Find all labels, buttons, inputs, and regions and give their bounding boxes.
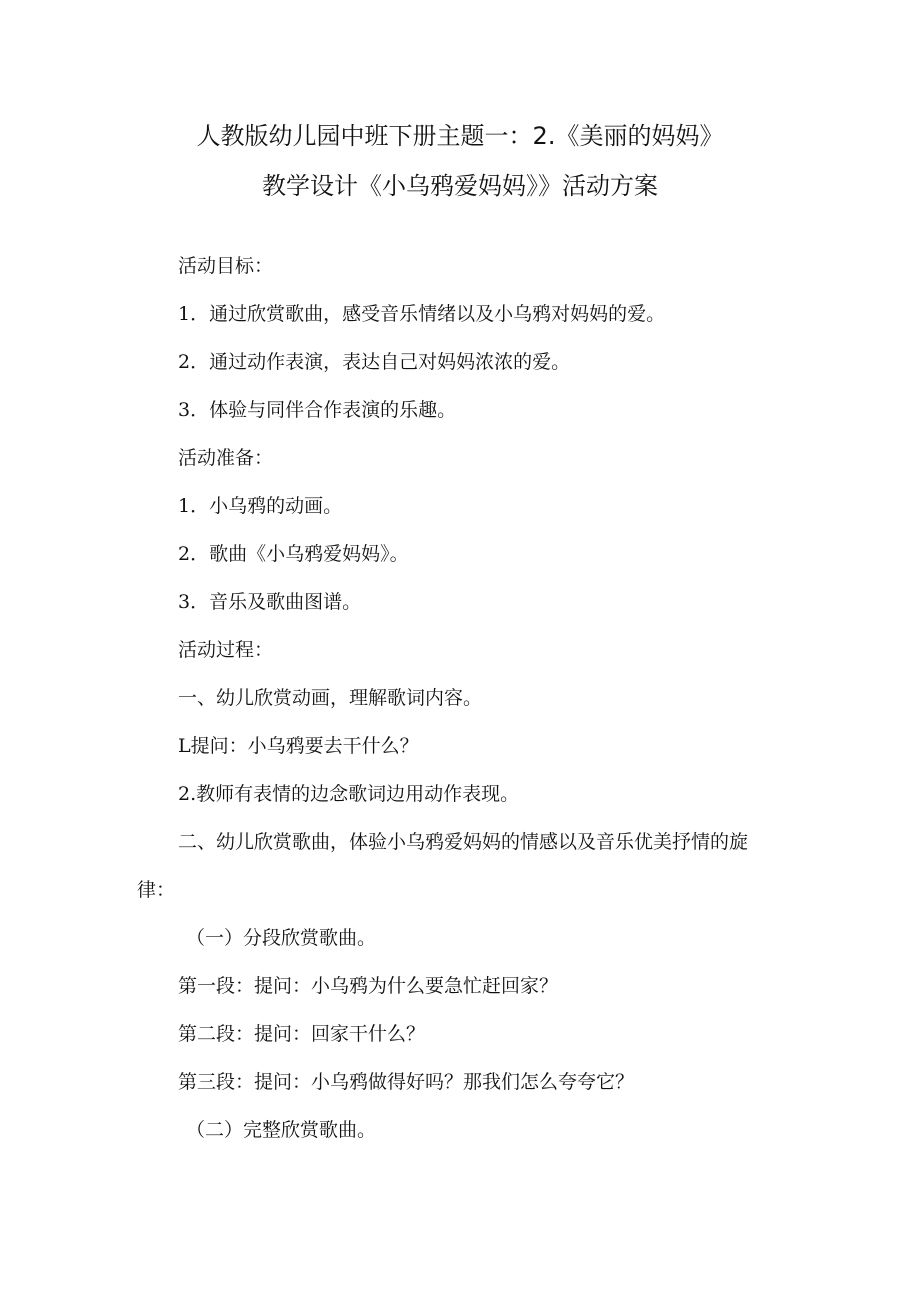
section-heading-process: 活动过程：: [178, 639, 274, 661]
subsection-segment-listening: （一）分段欣赏歌曲。: [186, 927, 377, 949]
document-title-line-1: 人教版幼儿园中班下册主题一：2.《美丽的妈妈》: [196, 122, 724, 150]
process-step-1-question: L提问：小乌鸦要去干什么？: [178, 735, 419, 757]
preparation-item-2: 2．歌曲《小乌鸦爱妈妈》。: [178, 543, 409, 565]
subsection-full-listening: （二）完整欣赏歌曲。: [186, 1119, 377, 1141]
segment-1-question: 第一段：提问：小乌鸦为什么要急忙赶回家？: [178, 975, 559, 997]
preparation-item-1: 1．小乌鸦的动画。: [178, 495, 343, 517]
preparation-item-3: 3．音乐及歌曲图谱。: [178, 591, 362, 613]
process-step-2: 二、幼儿欣赏歌曲，体验小乌鸦爱妈妈的情感以及音乐优美抒情的旋: [178, 831, 749, 853]
document-title-line-2: 教学设计《小乌鸦爱妈妈》》活动方案: [262, 172, 658, 200]
process-step-1-teacher: 2.教师有表情的边念歌词边用动作表现。: [178, 783, 520, 805]
goal-item-1: 1．通过欣赏歌曲，感受音乐情绪以及小乌鸦对妈妈的爱。: [178, 303, 666, 325]
goal-item-2: 2．通过动作表演，表达自己对妈妈浓浓的爱。: [178, 351, 571, 373]
process-step-1: 一、幼儿欣赏动画，理解歌词内容。: [178, 687, 483, 709]
section-heading-goals: 活动目标：: [178, 255, 274, 277]
segment-2-question: 第二段：提问：回家干什么？: [178, 1023, 426, 1045]
section-heading-preparation: 活动准备：: [178, 447, 274, 469]
goal-item-3: 3．体验与同伴合作表演的乐趣。: [178, 399, 457, 421]
segment-3-question: 第三段：提问：小乌鸦做得好吗？那我们怎么夸夸它？: [178, 1071, 635, 1093]
process-step-2-continued: 律：: [137, 879, 176, 901]
